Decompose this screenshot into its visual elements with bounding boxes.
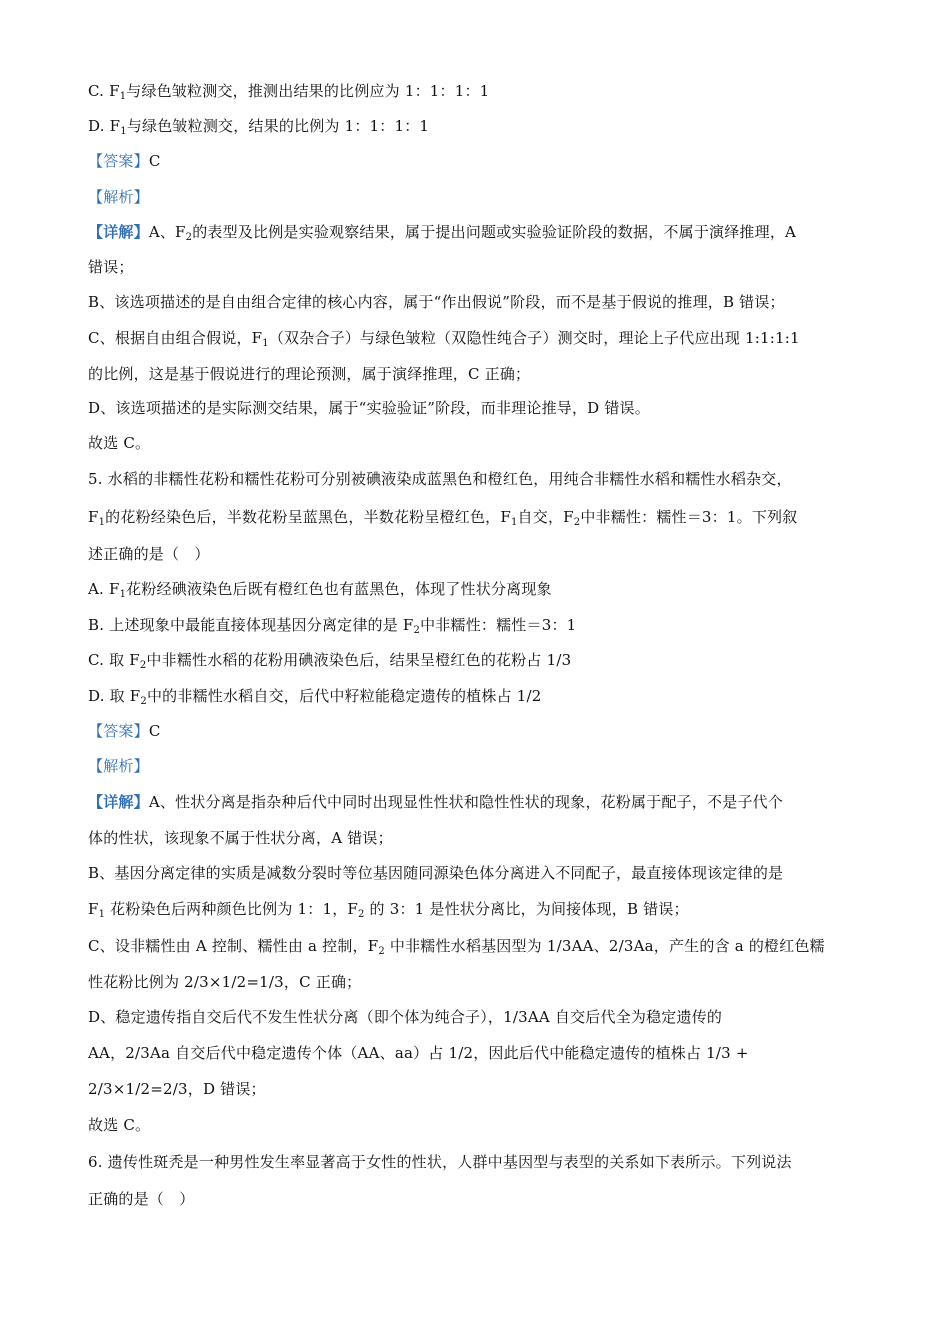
text-run: 错误； [88, 258, 134, 276]
text-run: A、F [148, 223, 186, 241]
text-line [88, 578, 552, 600]
subscript: 1 [98, 517, 106, 528]
subscript: 2 [185, 232, 193, 243]
text-run: B、该选项描述的是自由组合定律的核心内容，属于“作出假说”阶段，而不是基于假说的推理，B 错误； [88, 293, 785, 311]
section-tag: 【答案】 [88, 152, 149, 170]
text-run: 正确的是（ ） [88, 1190, 195, 1208]
text-line [88, 614, 576, 636]
text-run: 体的性状，该现象不属于性状分离，A 错误； [88, 829, 393, 847]
text-run: 与绿色皱粒测交，结果的比例为 1：1：1：1 [126, 117, 430, 135]
section-tag: 【解析】 [88, 188, 149, 206]
text-run: 的比例，这是基于假说进行的理论预测，属于演绎推理，C 正确； [88, 365, 531, 383]
text-run: AA，2/3Aa 自交后代中稳定遗传个体（AA、aa）占 1/2，因此后代中能稳定遗传的植株占 1/3 + [88, 1044, 749, 1062]
text-run: C [148, 722, 161, 740]
text-line [88, 1114, 150, 1136]
text-run: 述正确的是（ ） [88, 545, 210, 563]
text-line [88, 898, 689, 920]
subscript: 2 [413, 625, 421, 636]
text-line [88, 1042, 749, 1064]
text-line [88, 862, 783, 884]
text-run: 中的非糯性水稻自交，后代中籽粒能稳定遗传的植株占 1/2 [146, 687, 542, 705]
subscript: 1 [98, 909, 106, 920]
text-run: 2/3×1/2=2/3，D 错误； [88, 1080, 266, 1098]
text-line [88, 935, 825, 957]
subscript: 2 [358, 909, 365, 920]
text-line [88, 720, 161, 742]
text-line [88, 827, 393, 849]
text-line [88, 791, 783, 813]
subscript: 2 [140, 696, 147, 707]
text-run: 性花粉比例为 2/3×1/2=1/3，C 正确； [88, 973, 362, 991]
text-line [88, 506, 797, 528]
text-line [88, 186, 149, 208]
text-line [88, 543, 210, 565]
text-line [88, 291, 785, 313]
subscript: 1 [262, 338, 269, 349]
text-run: 中非糯性：糯性＝3：1。下列叙 [580, 508, 798, 526]
text-run: C、设非糯性由 A 控制、糯性由 a 控制，F [88, 937, 379, 955]
section-tag: 【答案】 [88, 722, 149, 740]
section-tag: 【详解】 [88, 223, 149, 241]
subscript: 1 [119, 589, 127, 600]
text-run: 的表型及比例是实验观察结果，属于提出问题或实验验证阶段的数据，不属于演绎推理，A [192, 223, 797, 241]
text-line [88, 1006, 722, 1028]
text-run: D、该选项描述的是实际测交结果，属于“实验验证”阶段，而非理论推导，D 错误。 [88, 399, 650, 417]
text-line [88, 432, 150, 454]
text-run: 中非糯性水稻基因型为 1/3AA、2/3Aa，产生的含 a 的橙红色糯 [384, 937, 825, 955]
text-line [88, 1078, 266, 1100]
text-line [88, 685, 541, 707]
text-run: 的花粉经染色后，半数花粉呈蓝黑色，半数花粉呈橙红色，F [105, 508, 511, 526]
text-run: （双杂合子）与绿色皱粒（双隐性纯合子）测交时，理论上子代应出现 1:1:1:1 [268, 329, 800, 347]
text-run: C. 取 F [88, 651, 140, 669]
text-run: A. F [88, 580, 120, 598]
text-line [88, 363, 530, 385]
text-run: 中非糯性：糯性＝3：1 [420, 616, 577, 634]
text-run: D. 取 F [88, 687, 141, 705]
text-line [88, 80, 489, 102]
text-line [88, 1188, 194, 1210]
text-run: C、根据自由组合假说，F [88, 329, 263, 347]
text-run: 6. 遗传性斑秃是一种男性发生率显著高于女性的性状，人群中基因型与表型的关系如下表所示。下列说法 [88, 1153, 792, 1171]
text-run: A、性状分离是指杂种后代中同时出现显性性状和隐性性状的现象，花粉属于配子，不是子代个 [148, 793, 784, 811]
section-tag: 【详解】 [88, 793, 149, 811]
text-line [88, 397, 650, 419]
subscript: 1 [119, 91, 127, 102]
subscript: 2 [378, 946, 385, 957]
text-run: F [88, 900, 99, 918]
text-run: 花粉经碘液染色后既有橙红色也有蓝黑色，体现了性状分离现象 [126, 580, 552, 598]
text-line [88, 221, 796, 243]
text-run: 与绿色皱粒测交，推测出结果的比例应为 1：1：1：1 [126, 82, 490, 100]
text-run: B. 上述现象中最能直接体现基因分离定律的是 F [88, 616, 414, 634]
text-run: 中非糯性水稻的花粉用碘液染色后，结果呈橙红色的花粉占 1/3 [146, 651, 572, 669]
text-line [88, 256, 134, 278]
text-run: 花粉染色后两种颜色比例为 1：1，F [105, 900, 359, 918]
text-run: D. F [88, 117, 121, 135]
text-run: 故选 C。 [88, 1116, 151, 1134]
text-line [88, 150, 161, 172]
text-run: 的 3：1 是性状分离比，为间接体现，B 错误； [364, 900, 689, 918]
text-run: F [88, 508, 99, 526]
text-line [88, 115, 429, 137]
text-line [88, 327, 800, 349]
text-line [88, 649, 571, 671]
text-run: 故选 C。 [88, 434, 151, 452]
text-run: 5. 水稻的非糯性花粉和糯性花粉可分别被碘液染成蓝黑色和橙红色，用纯合非糯性水稻和糯性水稻杂交， [88, 470, 792, 488]
text-line [88, 468, 792, 490]
subscript: 2 [139, 660, 147, 671]
text-line [88, 1151, 792, 1173]
subscript: 1 [510, 517, 518, 528]
text-run: B、基因分离定律的实质是减数分裂时等位基因随同源染色体分离进入不同配子，最直接体现该定律的是 [88, 864, 784, 882]
subscript: 2 [573, 517, 581, 528]
text-run: 自交，F [517, 508, 574, 526]
text-run: C. F [88, 82, 120, 100]
text-line [88, 971, 361, 993]
text-run: D、稳定遗传指自交后代不发生性状分离（即个体为纯合子），1/3AA 自交后代全为稳定遗传的 [88, 1008, 723, 1026]
subscript: 1 [120, 126, 127, 137]
text-run: C [148, 152, 161, 170]
text-line [88, 755, 149, 777]
section-tag: 【解析】 [88, 757, 149, 775]
